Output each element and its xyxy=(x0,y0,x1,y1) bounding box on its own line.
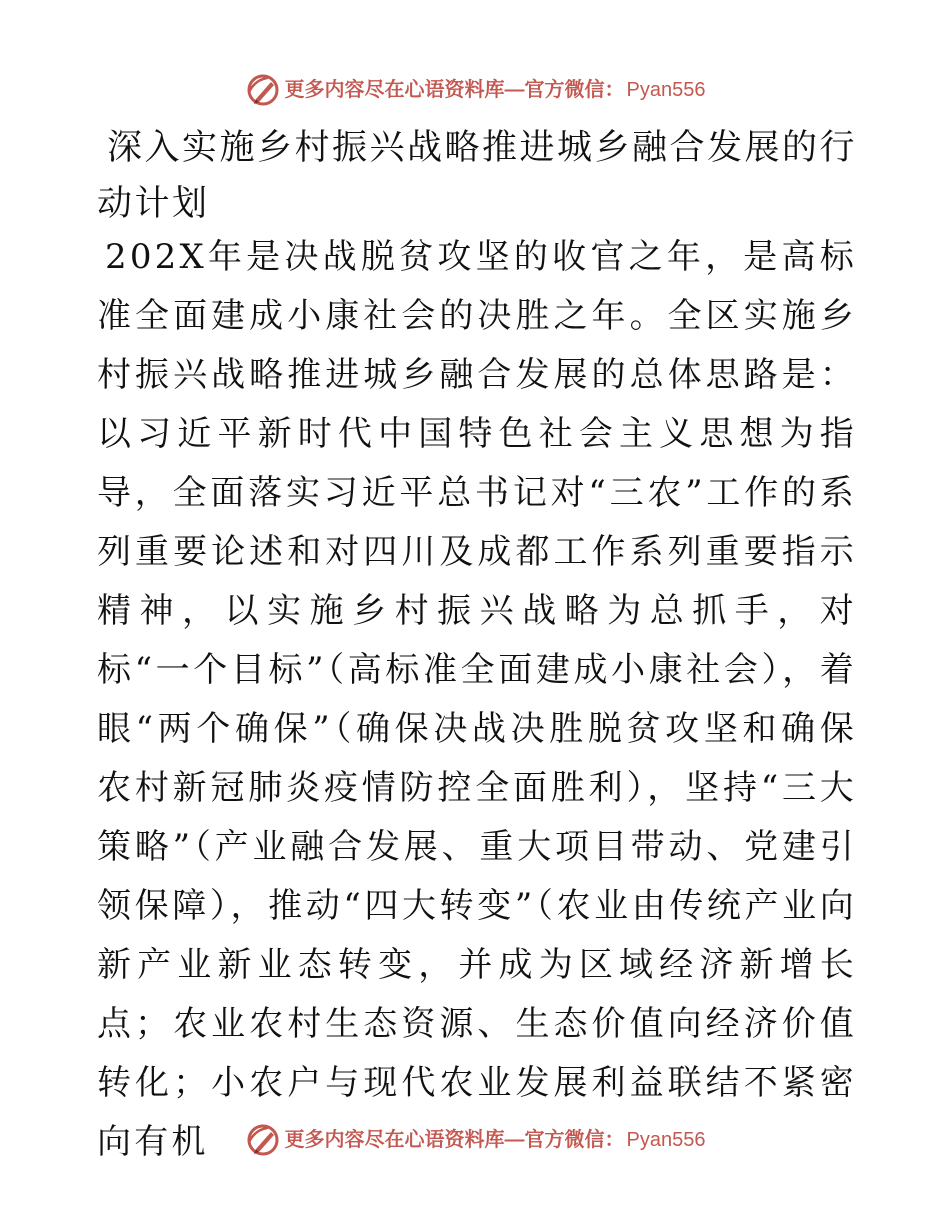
pen-circle-logo-icon xyxy=(245,1122,281,1158)
body-paragraph: 202X年是决战脱贫攻坚的收官之年，是高标准全面建成小康社会的决胜之年。全区实施乡村振兴战略推进城乡融合发展的总体思路是：以习近平新时代中国特色社会主义思想为指导，全面落实习近平总书记对“三农”工作的系列重要论述和对四川及成都工作系列重要指示精神，以实施乡村振兴战略为总抓手，对标“一个目标”（高标准全面建成小康社会），着眼“两个确保”（确保决战决胜脱贫攻坚和确保农村新冠肺炎疫情防控全面胜利），坚持“三大策略”（产业融合发展、重大项目带动、党建引领保障），推动“四大转变”（农业由传统产业向新产业新业态转变，并成为区域经济新增长点；农业农村生态资源、生态价值向经济价值转化；小农户与现代农业发展利益联结不紧密向有机 xyxy=(97,237,857,1162)
pen-circle-logo-icon xyxy=(245,72,281,108)
watermark-text: 更多内容尽在心语资料库 xyxy=(284,1129,505,1151)
header-watermark xyxy=(0,70,950,110)
watermark-separator: — xyxy=(504,79,525,101)
watermark-label: 官方微信： xyxy=(524,79,625,101)
watermark-wechat-id: Pyan556 xyxy=(626,79,706,101)
watermark-label: 官方微信： xyxy=(524,1129,625,1151)
watermark-separator: — xyxy=(504,1129,525,1151)
watermark-wechat-id: Pyan556 xyxy=(626,1129,706,1151)
document-title: 深入实施乡村振兴战略推进城乡融合发展的行动计划 xyxy=(97,128,858,224)
footer-watermark xyxy=(0,1120,950,1160)
watermark-text: 更多内容尽在心语资料库 xyxy=(284,79,505,101)
